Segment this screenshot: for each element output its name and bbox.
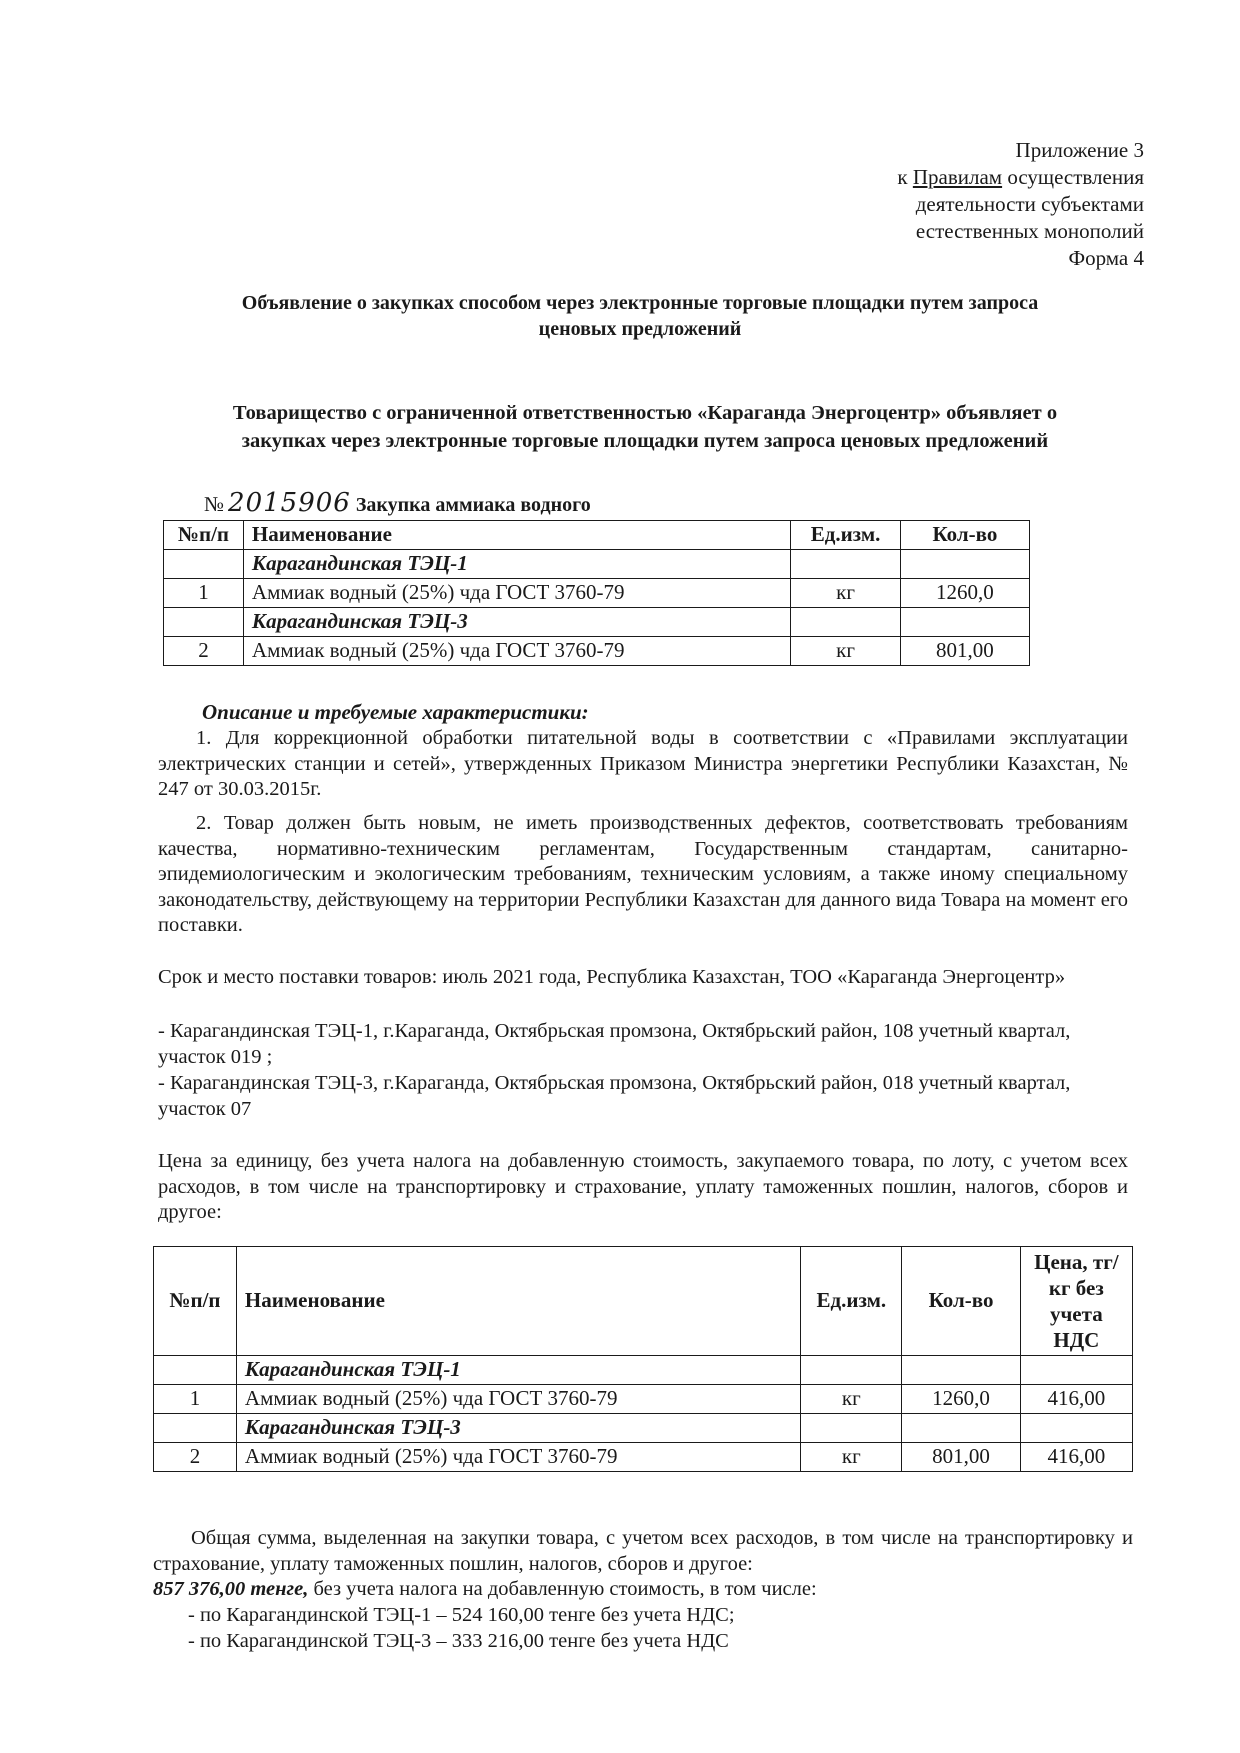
items-table [163,520,1030,666]
document-title [140,290,1140,342]
cell-unit [791,608,900,637]
cell-unit: кг [801,1443,902,1472]
cell-qty: 801,00 [900,637,1029,666]
header-qty: Кол-во [900,521,1029,550]
cell-qty: 1260,0 [902,1385,1020,1414]
delivery-intro: Срок и место поставки товаров: июль 2021 года, Республика Казахстан, ТОО «Караганда Энергоцентр» [158,966,1066,988]
announcement-line-2: закупках через электронные торговые площадки путем запроса ценовых предложений [241,430,1049,452]
total-item-1: - по Карагандинской ТЭЦ-1 – 524 160,00 тенге без учета НДС; [188,1604,735,1626]
header-num: №п/п [164,521,244,550]
cell-num: 1 [164,579,244,608]
table-row [164,579,1030,608]
cell-group-name: Карагандинская ТЭЦ-1 [243,550,790,579]
header-qty: Кол-во [902,1247,1020,1356]
purchase-caption [204,488,591,519]
cell-unit [801,1356,902,1385]
cell-num: 1 [154,1385,237,1414]
price-intro: Цена за единицу, без учета налога на добавленную стоимость, закупаемого товара, по лоту, с учетом всех расходов, в том числе на транспортировку и страхование, уплату таможенных пошлин, налогов, сборов и другое: [158,1150,1128,1223]
cell-qty: 801,00 [902,1443,1020,1472]
table-row [154,1356,1133,1385]
header-name: Наименование [236,1247,800,1356]
cell-num [154,1414,237,1443]
cell-name: Аммиак водный (25%) чда ГОСТ 3760-79 [236,1385,800,1414]
table-row [164,637,1030,666]
cell-price: 416,00 [1020,1385,1132,1414]
appendix-block [897,137,1144,272]
cell-unit [791,550,900,579]
number-sign: № [204,492,225,516]
description-paragraph-1: 1. Для коррекционной обработки питательной воды в соответствии с «Правилами эксплуатации электрических станции и сетей», утвержденных Приказом Министра энергетики Республики Казахстан, № 247 от 30.03.2015г. [158,727,1128,800]
appendix-line-4: естественных монополий [915,219,1144,243]
cell-price: 416,00 [1020,1443,1132,1472]
cell-qty [902,1356,1020,1385]
cell-group-name: Карагандинская ТЭЦ-3 [236,1414,800,1443]
cell-num: 2 [164,637,244,666]
total-amount-suffix: без учета налога на добавленную стоимость, в том числе: [308,1578,817,1600]
appendix-line-2-prefix: к [897,165,913,189]
total-intro: Общая сумма, выделенная на закупки товара, с учетом всех расходов, в том числе на транспортировку и страхование, уплату таможенных пошлин, налогов, сборов и другое: [153,1527,1133,1575]
cell-group-name: Карагандинская ТЭЦ-3 [243,608,790,637]
appendix-line-1: Приложение 3 [1015,138,1144,162]
header-price: Цена, тг/кг без учета НДС [1020,1247,1132,1356]
table-row [154,1414,1133,1443]
delivery-item-1: - Карагандинская ТЭЦ-1, г.Караганда, Октябрьская промзона, Октябрьский район, 108 учетный квартал, участок 019 ; [158,1020,1071,1068]
cell-num [164,608,244,637]
appendix-line-2 [897,164,1144,191]
table-header-row [154,1247,1133,1356]
total-item-2: - по Карагандинской ТЭЦ-3 – 333 216,00 тенге без учета НДС [188,1630,729,1652]
cell-unit: кг [791,637,900,666]
cell-name: Аммиак водный (25%) чда ГОСТ 3760-79 [243,637,790,666]
header-name: Наименование [243,521,790,550]
cell-num [164,550,244,579]
cell-qty [902,1414,1020,1443]
cell-qty [900,550,1029,579]
header-unit: Ед.изм. [791,521,900,550]
delivery-item-2: - Карагандинская ТЭЦ-3, г.Караганда, Октябрьская промзона, Октябрьский район, 018 учетный квартал, участок 07 [158,1072,1071,1120]
total-amount-line [153,1577,1133,1602]
cell-name: Аммиак водный (25%) чда ГОСТ 3760-79 [243,579,790,608]
appendix-line-2-suffix: осуществления [1002,165,1144,189]
cell-name: Аммиак водный (25%) чда ГОСТ 3760-79 [236,1443,800,1472]
appendix-line-3: деятельности субъектами [915,192,1144,216]
table-header-row [164,521,1030,550]
announcement-heading [150,399,1140,455]
cell-price [1020,1414,1132,1443]
cell-price [1020,1356,1132,1385]
cell-qty [900,608,1029,637]
cell-qty: 1260,0 [900,579,1029,608]
purchase-number-handwritten: 2015906 [228,488,351,518]
rules-link[interactable]: Правилам [912,165,1003,189]
document-title-line-1: Объявление о закупках способом через электронные торговые площадки путем запроса [241,292,1039,314]
header-unit: Ед.изм. [801,1247,902,1356]
document-title-line-2: ценовых предложений [538,318,742,340]
description-heading: Описание и требуемые характеристики: [202,700,589,724]
table-row [164,550,1030,579]
cell-unit: кг [791,579,900,608]
cell-group-name: Карагандинская ТЭЦ-1 [236,1356,800,1385]
cell-unit [801,1414,902,1443]
price-table [153,1246,1133,1472]
cell-num: 2 [154,1443,237,1472]
table-row [154,1443,1133,1472]
table-row [154,1385,1133,1414]
purchase-name: Закупка аммиака водного [355,494,591,516]
announcement-line-1: Товарищество с ограниченной ответственностью «Караганда Энергоцентр» объявляет о [232,402,1058,424]
header-num: №п/п [154,1247,237,1356]
form-number: Форма 4 [1068,246,1144,270]
table-row [164,608,1030,637]
description-paragraph-2: 2. Товар должен быть новым, не иметь производственных дефектов, соответствовать требованиям качества, нормативно-техническим регламентам, Государственным стандартам, санитарно-эпидемиологическим и экологическим требованиям, техническим условиям, а также иному специальному законодательству, действующему на территории Республики Казахстан для данного вида Товара на момент его поставки. [158,812,1128,936]
cell-unit: кг [801,1385,902,1414]
cell-num [154,1356,237,1385]
total-amount: 857 376,00 тенге, [153,1578,309,1600]
